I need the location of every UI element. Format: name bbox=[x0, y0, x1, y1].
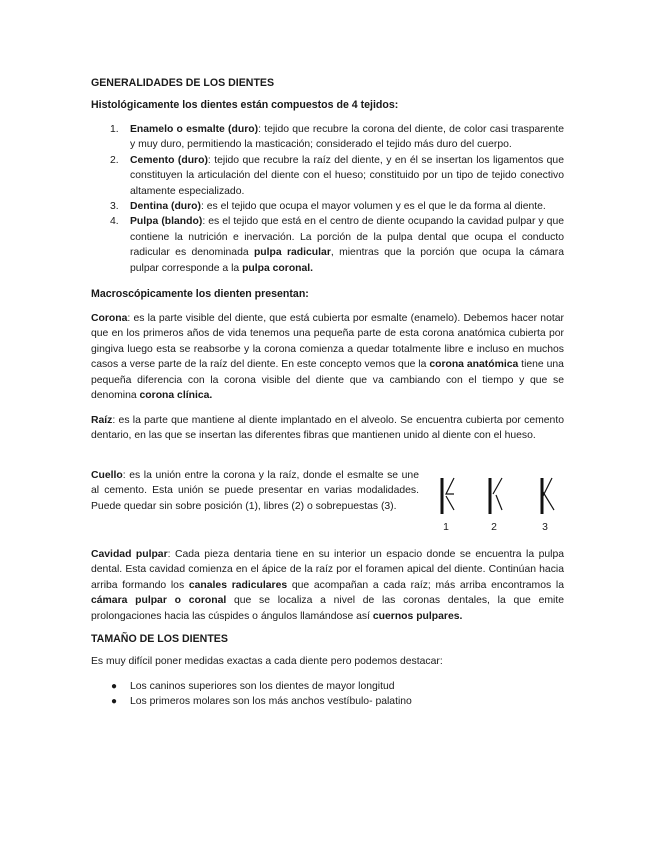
term-raiz: Raíz bbox=[91, 415, 113, 426]
tissue-term: Pulpa (blando) bbox=[130, 216, 203, 228]
cervical-junction-diagram bbox=[430, 470, 570, 536]
list-item bbox=[91, 694, 564, 709]
tissue-term: Cemento (duro) bbox=[130, 154, 208, 166]
corona-text-cont: tiene una pequeña diferencia con la corona visible del diente que va cambiando con el tiempo y que se denomina bbox=[91, 359, 564, 402]
tissue-item-pulp bbox=[91, 214, 564, 276]
tissue-desc: : tejido que recubre la raíz del diente, y en él se insertan los ligamentos que constituyen la articulación del diente con el hueso; constituido por un tipo de tejido conectivo altamente especializado. bbox=[130, 154, 564, 197]
bullet-text: Los caninos superiores son los dientes de mayor longitud bbox=[130, 681, 395, 692]
bullet-icon: ● bbox=[111, 681, 118, 692]
corona-text: : es la parte visible del diente, que está cubierta por esmalte (enamelo). Debemos hacer notar que en los primeros años de vida tenemos una pequeña parte de esta corona anatómica cubierta por gingiva luego esta se reabsorbe y la corona comienza a quedar totalmente libre e incluso en muchos casos a verse parte de la raíz del diente. En este concepto vemos que la bbox=[91, 313, 564, 371]
tissue-term: Enamelo o esmalte (duro) bbox=[130, 124, 259, 135]
list-number: 2. bbox=[110, 154, 119, 166]
term-canales: canales radiculares bbox=[188, 579, 288, 591]
junction-figure-1 bbox=[442, 478, 454, 514]
term-corona: Corona bbox=[91, 313, 128, 324]
raiz-text: : es la parte que mantiene al diente implantado en el alveolo. Se encuentra cubierta por cemento dentario, en las que se insertan las diferentes fibras que mantienen unido al diente con el hueso. bbox=[91, 415, 564, 442]
tamano-intro: Es muy difícil poner medidas exactas a cada diente pero podemos destacar: bbox=[91, 656, 443, 667]
term-cavidad: Cavidad pulpar bbox=[91, 549, 168, 560]
tissue-term-coronal: pulpa coronal. bbox=[242, 262, 314, 274]
paragraph-corona bbox=[91, 311, 564, 403]
bullet-icon: ● bbox=[111, 696, 118, 708]
tamano-bullet-list bbox=[91, 679, 564, 710]
junction-figure-3 bbox=[542, 478, 554, 514]
document-title: GENERALIDADES DE LOS DIENTES bbox=[91, 77, 275, 89]
list-number: 1. bbox=[110, 124, 119, 135]
histology-intro: Histológicamente los dientes están compuestos de 4 tejidos: bbox=[91, 99, 399, 111]
term-corona-clinica: corona clínica. bbox=[139, 390, 213, 402]
term-camara: cámara pulpar o coronal bbox=[91, 595, 227, 607]
list-number: 4. bbox=[110, 216, 119, 228]
figure-label-1: 1 bbox=[443, 522, 449, 533]
paragraph-cuello bbox=[91, 468, 419, 514]
tissue-desc: : es el tejido que está en el centro de diente ocupando la cavidad pulpar y que contiene la nutrición e inervación. La porción de la pulpa dental que ocupa el conducto radicular es denominada bbox=[130, 216, 565, 259]
figure-label-3: 3 bbox=[542, 522, 548, 533]
tissue-term: Dentina (duro) bbox=[130, 201, 201, 213]
term-cuernos: cuernos pulpares. bbox=[372, 610, 463, 622]
bullet-text: Los primeros molares son los más anchos vestíbulo- palatino bbox=[130, 696, 412, 708]
macro-intro: Macroscópicamente los dienten presentan: bbox=[91, 288, 309, 300]
tissue-term-radicular: pulpa radicular bbox=[253, 247, 331, 259]
paragraph-cavidad bbox=[91, 547, 564, 624]
list-item bbox=[91, 679, 564, 694]
junction-figure-2 bbox=[490, 478, 502, 514]
tissue-item-cement bbox=[91, 153, 564, 199]
cuello-text: : es la unión entre la corona y la raíz, donde el esmalte se une al cemento. Esta unión se puede presentar en varias modalidades. Puede quedar sin sobre posición (1), libres (2) o sobrepuestas (3). bbox=[91, 470, 419, 512]
tissue-desc: : tejido que recubre la corona del diente, de color casi trasparente y muy duro, permitiendo la masticación; considerado el tejido más duro del cuerpo. bbox=[130, 124, 564, 151]
term-cuello: Cuello bbox=[91, 470, 123, 481]
paragraph-raiz bbox=[91, 413, 564, 444]
term-corona-anatomica: corona anatómica bbox=[429, 359, 519, 371]
cavidad-text-2: que acompañan a cada raíz; más arriba encontramos la bbox=[287, 579, 564, 591]
tissue-item-enamel bbox=[91, 122, 564, 153]
list-number: 3. bbox=[110, 201, 119, 213]
tissue-desc: : es el tejido que ocupa el mayor volumen y es el que le da forma al diente. bbox=[201, 201, 546, 213]
section-title-tamano: TAMAÑO DE LOS DIENTES bbox=[91, 633, 228, 645]
cavidad-text-3: que se localiza a nivel de las coronas dentales, la que emite prolongaciones hacia las cúspides o ángulos llamándose así bbox=[91, 595, 564, 622]
cavidad-text: : Cada pieza dentaria tiene en su interior un espacio donde se encuentra la pulpa dental. Esta cavidad comienza en el ápice de la raíz por el foramen apical del diente. Continúan hacia arriba formando los bbox=[91, 549, 564, 591]
figure-label-2: 2 bbox=[491, 522, 497, 533]
tissue-item-dentin bbox=[91, 199, 564, 214]
tissue-desc-cont: , mientras que la porción que ocupa la cámara pulpar corresponde a la bbox=[130, 247, 564, 274]
tissue-list bbox=[91, 122, 564, 276]
